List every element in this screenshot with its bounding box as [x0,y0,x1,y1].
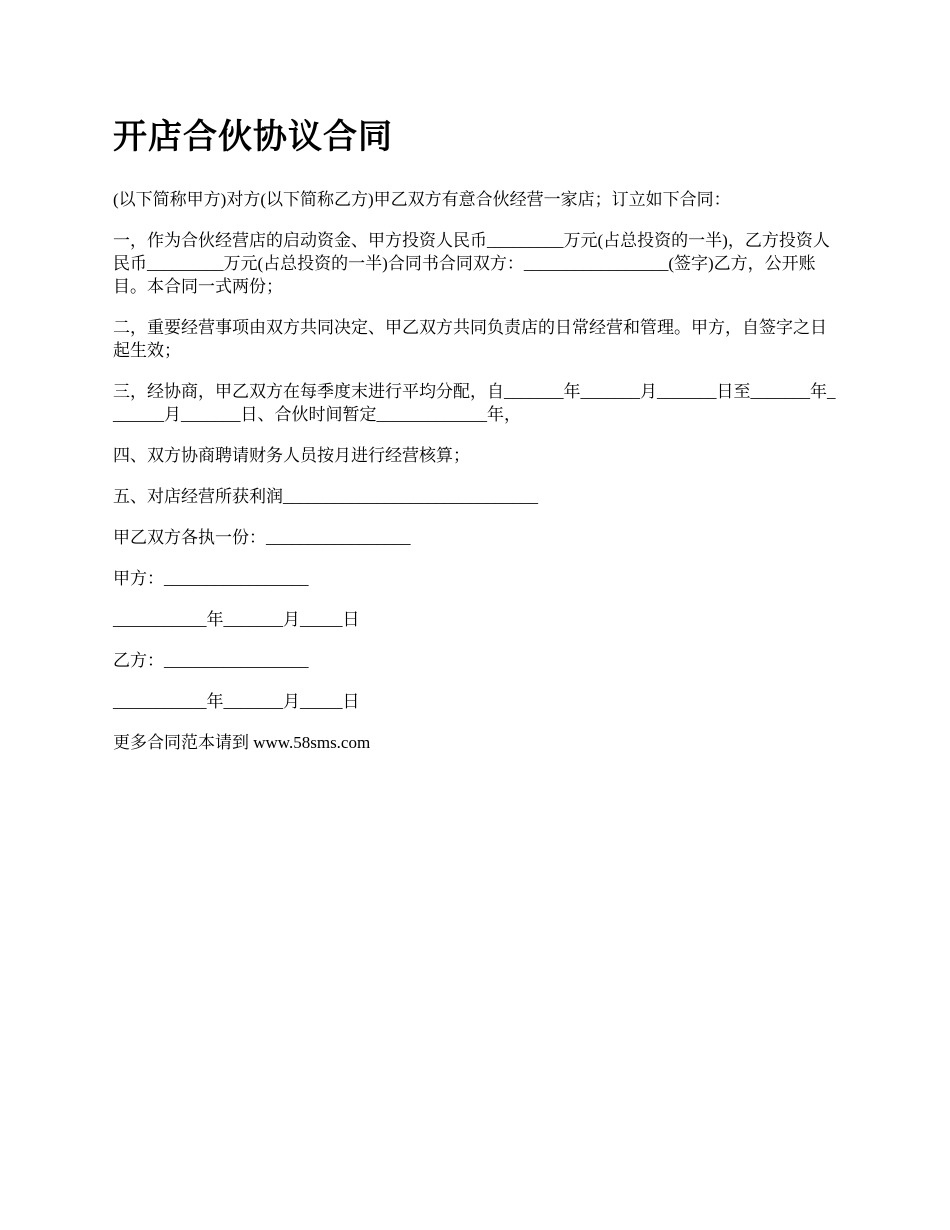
clause-2-paragraph: 二，重要经营事项由双方共同决定、甲乙双方共同负责店的日常经营和管理。甲方，自签字之日起生效； [113,318,827,360]
footer-more-templates: 更多合同范本请到 www.58sms.com [113,733,371,752]
party-a-signature-line: 甲方：_________________ [113,569,309,588]
document-page [113,112,843,772]
copies-line: 甲乙双方各执一份：_________________ [113,528,411,547]
party-a-date-line: ___________年_______月_____日 [113,610,360,629]
document-title: 开店合伙协议合同 [113,117,393,157]
clause-5-paragraph: 五、对店经营所获利润______________________________ [113,487,538,506]
intro-paragraph: (以下简称甲方)对方(以下简称乙方)甲乙双方有意合伙经营一家店；订立如下合同： [113,190,731,209]
party-b-date-line: ___________年_______月_____日 [113,692,360,711]
clause-3-paragraph: 三，经协商，甲乙双方在每季度末进行平均分配，自_______年_______月_______日至_______年_______月_______日、合伙时间暂定_____________年， [113,382,836,424]
clause-4-paragraph: 四、双方协商聘请财务人员按月进行经营核算； [113,446,470,465]
party-b-signature-line: 乙方：_________________ [113,651,309,670]
clause-1-paragraph: 一，作为合伙经营店的启动资金、甲方投资人民币_________万元(占总投资的一半)，乙方投资人民币_________万元(占总投资的一半)合同书合同双方：_________________(签字)乙方，公开账目。本合同一式两份； [113,231,830,296]
